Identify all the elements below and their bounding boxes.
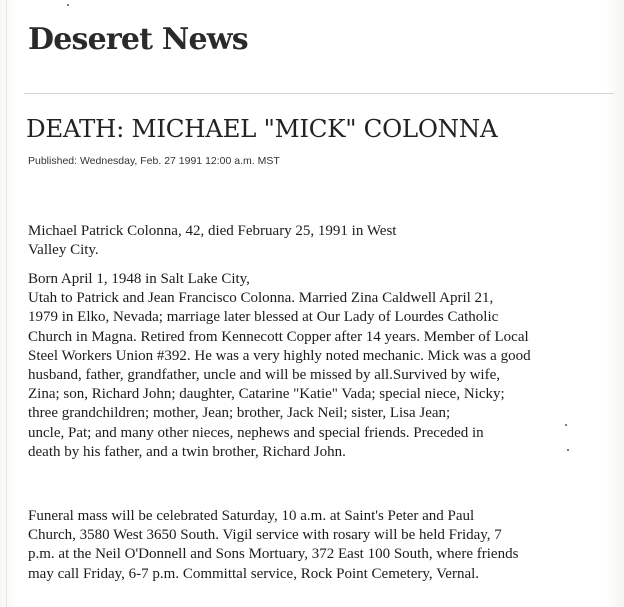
divider [24, 93, 614, 94]
text-line: p.m. at the Neil O'Donnell and Sons Mortuary, 372 East 100 South, where friends [28, 546, 519, 563]
text-line: Church, 3580 West 3650 South. Vigil service with rosary will be held Friday, 7 [28, 527, 502, 544]
paragraph-biography [28, 270, 608, 462]
article-headline: DEATH: MICHAEL "MICK" COLONNA [26, 114, 498, 143]
text-line: Born April 1, 1948 in Salt Lake City, [28, 271, 250, 287]
paragraph-death-notice [28, 222, 608, 260]
scan-edge [6, 0, 7, 607]
text-line: husband, father, grandfather, uncle and will be missed by all.Survived by wife, [28, 367, 501, 384]
masthead-title: Deseret News [28, 22, 248, 57]
text-line: 1979 in Elko, Nevada; marriage later blessed at Our Lady of Lourdes Catholic [28, 309, 499, 326]
text-line: Church in Magna. Retired from Kennecott Copper after 14 years. Member of Local [28, 328, 529, 345]
text-line: three grandchildren; mother, Jean; brother, Jack Neil; sister, Lisa Jean; [28, 405, 451, 422]
text-line: Zina; son, Richard John; daughter, Catarine "Katie" Vada; special niece, Nicky; [28, 386, 505, 403]
text-line: death by his father, and a twin brother, Richard John. [28, 443, 346, 460]
text-line: Utah to Patrick and Jean Francisco Colonna. Married Zina Caldwell April 21, [28, 290, 494, 307]
text-line: Valley City. [28, 242, 99, 259]
text-line: Funeral mass will be celebrated Saturday, 10 a.m. at Saint's Peter and Paul [28, 508, 475, 524]
published-date: Published: Wednesday, Feb. 27 1991 12:00 a.m. MST [28, 155, 280, 167]
text-line: may call Friday, 6-7 p.m. Committal service, Rock Point Cemetery, Vernal. [28, 565, 480, 582]
scan-speck [567, 449, 569, 451]
text-line: Steel Workers Union #392. He was a very highly noted mechanic. Mick was a good [28, 347, 531, 364]
paragraph-funeral-service [28, 507, 608, 584]
text-line: Michael Patrick Colonna, 42, died February 25, 1991 in West [28, 223, 397, 239]
scan-speck [565, 424, 567, 426]
text-line: uncle, Pat; and many other nieces, nephews and special friends. Preceded in [28, 424, 484, 441]
scan-speck [67, 4, 69, 6]
